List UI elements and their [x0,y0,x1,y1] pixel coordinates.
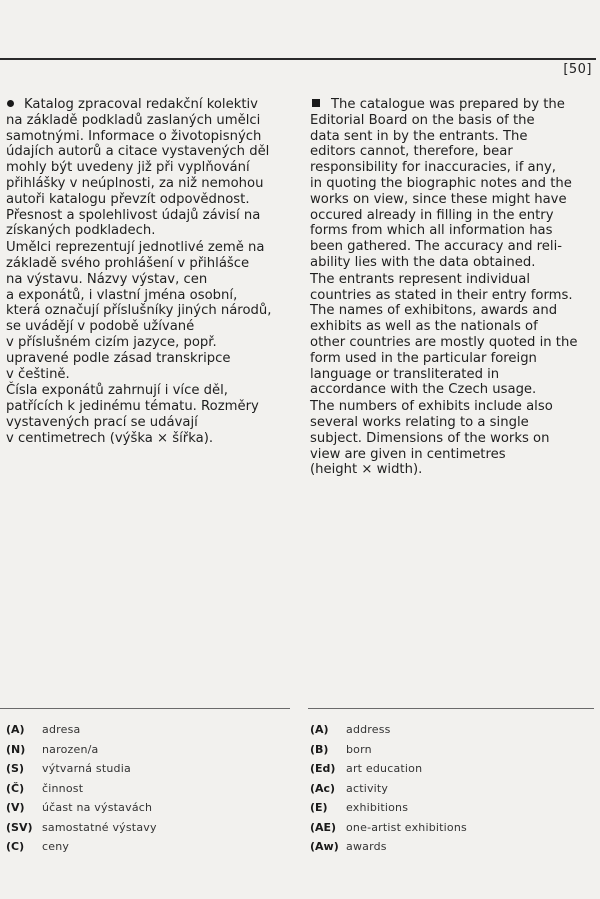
legend-divider-right [308,708,594,709]
legend-term: art education [346,762,423,775]
legend-item [310,759,467,779]
legend-code: (E) [310,801,328,814]
top-rule [0,58,596,60]
page-number: [50] [563,62,592,77]
legend-divider-left [0,708,290,709]
legend-term: address [346,723,391,736]
czech-text-column [6,97,292,448]
legend-term: exhibitions [346,801,409,814]
legend-code: (SV) [6,820,33,834]
legend-item [6,798,157,818]
english-abbreviation-legend [310,720,467,857]
english-paragraph-text: The catalogue was prepared by the Editorial Board on the basis of the data sent in by the entrants. The editors cannot, therefore, bear responsibility for inaccuracies, if any, in quoting the biographic notes and the works on view, since these might have occured already in filling in the entry forms from which all information has been gathered. The accuracy and reli- ability lies with the data obtained. [310,97,572,270]
english-paragraph: The numbers of exhibits include also several works relating to a single subject. Dimensions of the works on view are given in centimetres (height × width). [310,399,553,478]
legend-item [310,779,467,799]
legend-code: (V) [6,801,25,814]
legend-item [6,818,157,838]
legend-item [6,837,157,857]
round-bullet-icon [7,100,14,107]
legend-item [310,818,467,838]
legend-term: narozen/a [42,742,99,756]
czech-paragraph [6,97,292,239]
legend-term: výtvarná studia [42,762,131,775]
legend-code: (N) [6,742,26,756]
legend-code: (Ed) [310,762,336,775]
legend-term: samostatné výstavy [42,820,157,834]
legend-code: (Č) [6,781,25,795]
legend-term: adresa [42,723,81,736]
legend-term: born [346,742,372,756]
legend-term: činnost [42,781,84,795]
czech-paragraph: Čísla exponátů zahrnují i více děl, patřících k jedinému tématu. Rozměry vystavených prací se udávají v centimetrech (výška × šířka). [6,383,259,446]
czech-paragraph-text: Katalog zpracoval redakční kolektiv na základě podkladů zaslaných umělci samotnými. Informace o životopisných údajích autorů a citace vystavených děl mohly být uvedeny již při vyplňování přihlášky v neúplnosti, za niž nemohou autoři katalogu převzít odpovědnost. Přesnost a spolehlivost údajů závisí na získaných podkladech. [6,97,270,239]
english-paragraph [310,97,593,271]
legend-code: (A) [310,723,329,736]
legend-term: activity [346,781,389,795]
legend-item [6,740,157,760]
legend-item [6,779,157,799]
legend-code: (C) [6,840,25,853]
czech-paragraph: Umělci reprezentují jednotlivé země na základě svého prohlášení v přihlášce na výstavu. Názvy výstav, cen a exponátů, i vlastní jména osobní, která označují příslušníky jiných národů, se uvádějí v podobě užívané v příslušném cizím jazyce, popř. upravené podle zásad transkripce v češtině. [6,240,272,382]
legend-item [6,720,157,740]
english-text-column [310,97,593,479]
legend-term: awards [346,840,387,853]
legend-term: ceny [42,840,70,853]
english-paragraph: The entrants represent individual countries as stated in their entry forms. The names of exhibitons, awards and exhibits as well as the nationals of other countries are mostly quoted in the form used in the particular foreign language or transliterated in accordance with the Czech usage. [310,271,578,398]
legend-code: (Ac) [310,781,336,795]
legend-item [310,798,467,818]
legend-code: (S) [6,762,24,775]
square-bullet-icon [312,99,320,107]
legend-code: (Aw) [310,840,339,853]
legend-term: účast na výstavách [42,801,153,814]
legend-code: (A) [6,723,25,736]
legend-term: one-artist exhibitions [346,820,467,834]
czech-abbreviation-legend [6,720,157,857]
legend-item [310,720,467,740]
legend-item [310,837,467,857]
legend-item [310,740,467,760]
legend-item [6,759,157,779]
legend-code: (B) [310,742,329,756]
legend-code: (AE) [310,820,337,834]
